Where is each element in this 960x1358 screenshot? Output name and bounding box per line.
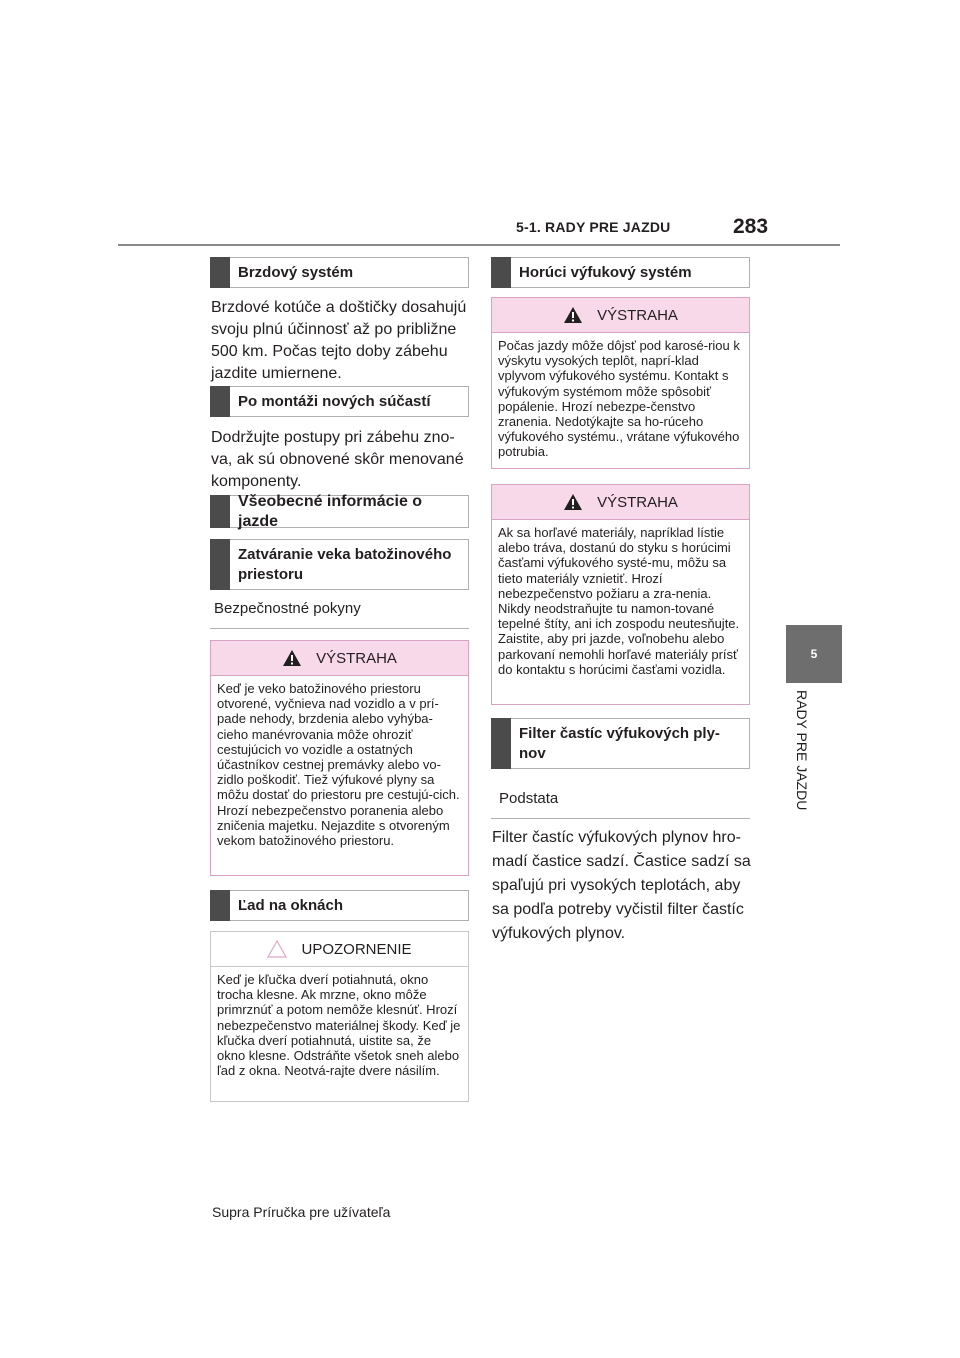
warning-title: VÝSTRAHA xyxy=(597,493,678,511)
heading-text: Zatváranie veka batožinového priestoru xyxy=(238,545,452,583)
heading-bar xyxy=(210,257,230,288)
heading-text: Brzdový systém xyxy=(238,263,354,281)
heading-brakes xyxy=(210,257,469,288)
heading-bar xyxy=(210,386,230,417)
header-divider xyxy=(118,244,840,246)
new-parts-paragraph: Dodržujte postupy pri zábehu zno-va, ak sú obnovené skôr menované komponenty. xyxy=(211,429,464,490)
warning-header xyxy=(492,485,749,520)
warning-icon xyxy=(563,306,583,324)
chapter-side-label: RADY PRE JAZDU xyxy=(794,690,810,811)
heading-trunk xyxy=(210,539,469,590)
heading-text: Po montáži nových súčastí xyxy=(238,392,431,410)
heading-bar xyxy=(491,257,511,288)
filter-paragraph: Filter častíc výfukových plynov hro-madí častice sadzí. Častice sadzí sa spaľujú pri vysokých teplotách, aby sa podľa potreby vyčistil filter častíc výfukových plynov. xyxy=(492,829,751,942)
heading-new-parts xyxy=(210,386,469,417)
subheading-principle: Podstata xyxy=(491,790,750,819)
warning-icon xyxy=(563,493,583,511)
heading-bar xyxy=(210,495,230,528)
heading-exhaust xyxy=(491,257,750,288)
warning-box-trunk xyxy=(210,640,469,876)
warning-text: Keď je veko batožinového priestoru otvorené, vyčnieva nad vozidlo a v prí-pade nehody, brzdenia alebo vyhýba-cieho manévrovania môže ohroziť cestujúcich vo vozidle a ostatných účastníkov cestnej premávky alebo vo-zidlo poškodiť. Tiež výfukové plyny sa môžu dostať do priestoru pre cestujú-cich. Hrozí nebezpečenstvo poranenia alebo zničenia majetku. Nejazdite s otvoreným vekom batožinového priestoru. xyxy=(217,681,460,849)
warning-header xyxy=(492,298,749,333)
chapter-tab: 5 xyxy=(786,625,842,683)
heading-text: Horúci výfukový systém xyxy=(519,263,692,281)
subheading-safety: Bezpečnostné pokyny xyxy=(210,600,469,629)
caution-text: Keď je kľučka dverí potiahnutá, okno trocha klesne. Ak mrzne, okno môže primrznúť a potom nemôže klesnúť. Hrozí nebezpečenstvo materiálnej škody. Keď je kľučka dverí potiahnutá, uistite sa, že okno klesne. Odstráňte všetok sneh alebo ľad z okna. Neotvá-rajte dvere násilím. xyxy=(217,972,461,1079)
caution-header xyxy=(211,932,468,967)
heading-bar xyxy=(210,890,230,921)
warning-box-fire xyxy=(491,484,750,705)
warning-title: VÝSTRAHA xyxy=(597,306,678,324)
warning-box-exhaust-heat xyxy=(491,297,750,469)
heading-text: Filter častíc výfukových ply-nov xyxy=(519,724,720,762)
heading-bar xyxy=(491,718,511,769)
heading-general xyxy=(210,492,469,530)
heading-ice xyxy=(210,890,469,921)
warning-text: Ak sa horľavé materiály, napríklad lístie alebo tráva, dostanú do styku s horúcimi časťami výfukového systé-mu, môžu sa tieto materiály vznietiť. Hrozí nebezpečenstvo požiaru a zra-nenia. Nikdy neodstraňujte tu namon-tované tepelné štíty, ani ich zospodu neutesňujte. Zaistite, aby pri jazde, voľnobehu alebo parkovaní nemohli horľavé materiály prísť do kontaktu s horúcimi časťami vozidla. xyxy=(498,525,740,677)
warning-title: VÝSTRAHA xyxy=(316,649,397,667)
warning-text: Počas jazdy môže dôjsť pod karosé-riou k výskytu vysokých teplôt, naprí-klad vplyvom výfukového systému. Kontakt s výfukovým systémom môže spôsobiť popálenie. Hrozí nebezpe-čenstvo zranenia. Nedotýkajte sa ho-rúceho výfukového systému., vrátane výfukového potrubia. xyxy=(498,338,740,460)
caution-icon xyxy=(267,940,287,958)
heading-bar xyxy=(210,539,230,590)
warning-header xyxy=(211,641,468,676)
brakes-paragraph: Brzdové kotúče a doštičky dosahujú svoju plnú účinnosť až po približne 500 km. Počas tejto doby zábehu jazdite umiernene. xyxy=(211,299,467,382)
caution-box-ice xyxy=(210,931,469,1102)
section-title: 5-1. RADY PRE JAZDU xyxy=(516,219,671,235)
heading-text: Ľad na oknách xyxy=(238,896,344,914)
heading-text: Všeobecné informácie o jazde xyxy=(238,492,423,530)
caution-title: UPOZORNENIE xyxy=(301,940,412,958)
footer-manual-name: Supra Príručka pre užívateľa xyxy=(212,1204,391,1220)
page-number: 283 xyxy=(733,215,769,238)
heading-particle-filter xyxy=(491,718,750,769)
warning-icon xyxy=(282,649,302,667)
